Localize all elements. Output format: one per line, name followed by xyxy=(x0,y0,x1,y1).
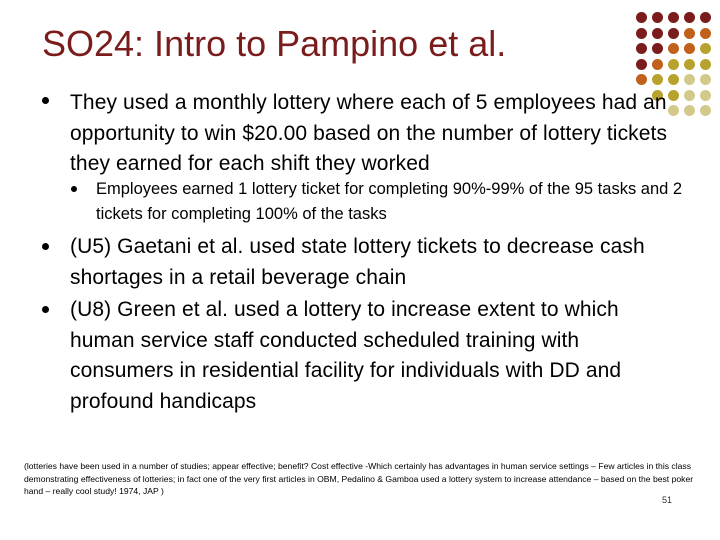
decorative-dot xyxy=(652,28,663,39)
decorative-dot xyxy=(700,59,711,70)
bullet-1-marker xyxy=(42,97,49,104)
decorative-dot xyxy=(684,28,695,39)
decorative-dot xyxy=(668,28,679,39)
decorative-dot xyxy=(652,12,663,23)
decorative-dot xyxy=(668,59,679,70)
bullet-2-marker xyxy=(42,243,49,250)
bullet-3-marker xyxy=(42,306,49,313)
footnote: (lotteries have been used in a number of studies; appear effective; benefit? Cost effective -Which certainly has advantages in human service settings – Few articles in this class demonstrating effectiveness of lotteries; in fact one of the very first articles in OBM, Pedalino & Gamboa used a lottery system to increase attendance – based on the best poker hand – really cool study! 1974, JAP ) xyxy=(24,461,694,496)
decorative-dot xyxy=(700,74,711,85)
decorative-dot xyxy=(684,74,695,85)
decorative-dot xyxy=(700,90,711,101)
decorative-dot xyxy=(636,59,647,70)
bullet-3-text: (U8) Green et al. used a lottery to increase extent to which human service staff conducted scheduled training with consumers in residential facility for individuals with DD and profound handicaps xyxy=(70,298,622,413)
decorative-dot xyxy=(652,74,663,85)
decorative-dot xyxy=(700,12,711,23)
decorative-dot xyxy=(684,12,695,23)
decorative-dot xyxy=(636,12,647,23)
slide-number: 51 xyxy=(662,495,673,505)
decorative-dot xyxy=(652,43,663,54)
decorative-dot xyxy=(684,43,695,54)
decorative-dot xyxy=(700,43,711,54)
decorative-dot xyxy=(700,105,711,116)
sub-bullet-1-marker xyxy=(71,186,77,192)
slide-title: SO24: Intro to Pampino et al. xyxy=(42,23,507,64)
decorative-dot xyxy=(636,74,647,85)
decorative-dot xyxy=(684,105,695,116)
decorative-dot xyxy=(636,43,647,54)
bullet-2-text: (U5) Gaetani et al. used state lottery tickets to decrease cash shortages in a retail beverage chain xyxy=(70,235,645,289)
decorative-dot xyxy=(652,59,663,70)
decorative-dot xyxy=(668,74,679,85)
decorative-dot xyxy=(700,28,711,39)
bullet-1-text: They used a monthly lottery where each of 5 employees had an opportunity to win $20.00 based on the number of lottery tickets they earned for each shift they worked xyxy=(70,91,668,175)
sub-bullet-1-text: Employees earned 1 lottery ticket for completing 90%-99% of the 95 tasks and 2 tickets for completing 100% of the tasks xyxy=(96,180,683,223)
decorative-dot xyxy=(668,43,679,54)
decorative-dot xyxy=(668,12,679,23)
decorative-dot xyxy=(636,28,647,39)
decorative-dot xyxy=(684,90,695,101)
decorative-dot xyxy=(684,59,695,70)
